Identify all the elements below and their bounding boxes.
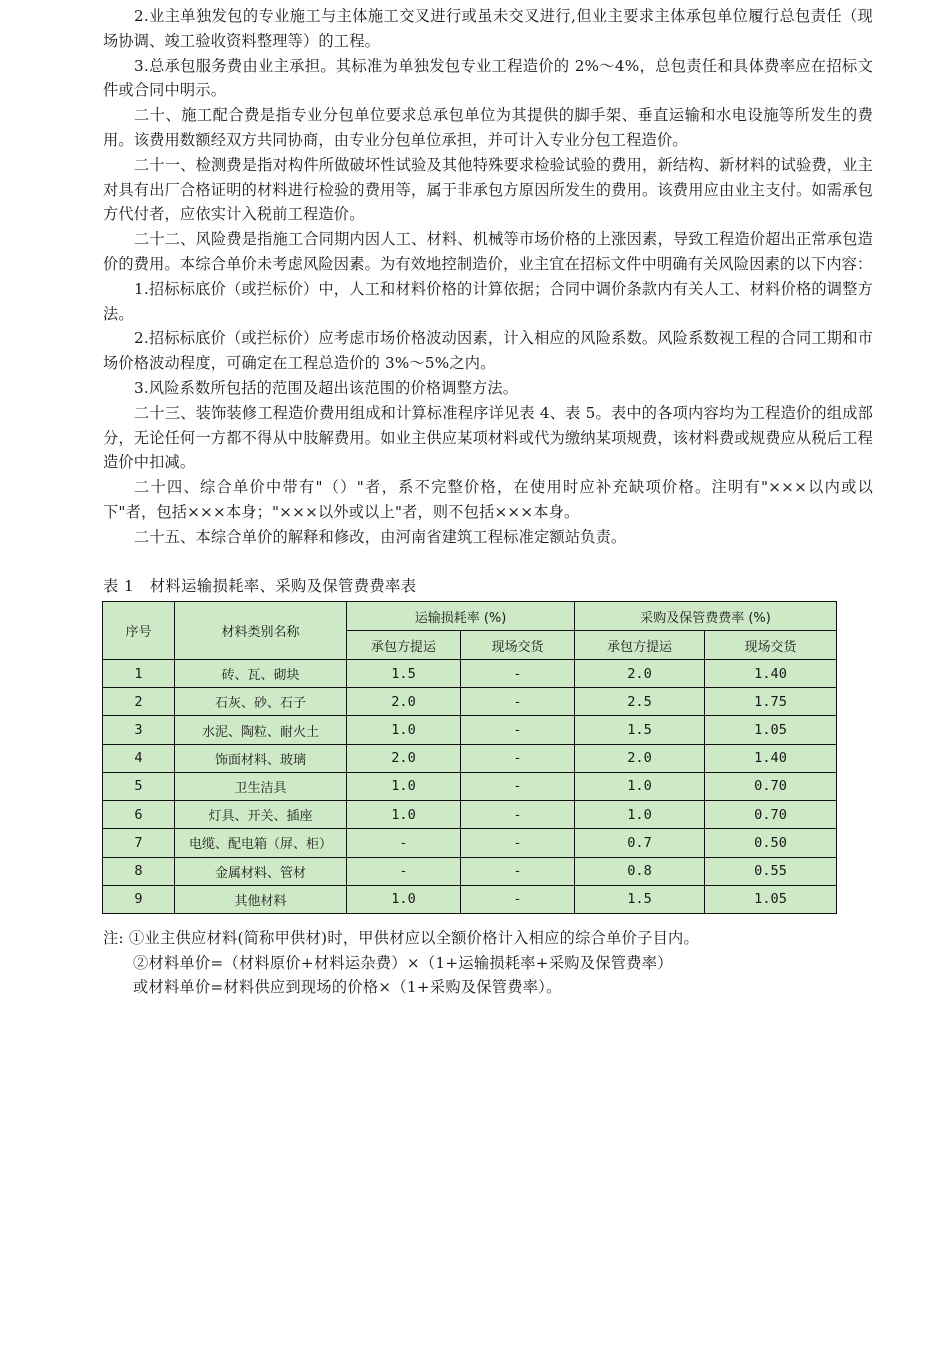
- note-line: ②材料单价=（材料原价+材料运杂费）×（1+运输损耗率+采购及保管费率）: [133, 953, 673, 972]
- cell-purchase-site: 1.40: [705, 660, 837, 688]
- cell-name: 电缆、配电箱（屏、柜）: [175, 829, 347, 857]
- cell-no: 1: [103, 660, 175, 688]
- header-name: 材料类别名称: [175, 602, 347, 660]
- material-rate-table: [102, 601, 836, 914]
- paragraph: 3.总承包服务费由业主承担。其标准为单独发包专业工程造价的 2%～4%，总包责任和具体费率应在招标文件或合同中明示。: [103, 56, 873, 100]
- cell-purchase-contractor: 0.8: [575, 857, 705, 885]
- cell-purchase-site: 0.55: [705, 857, 837, 885]
- header-purchase-site: 现场交货: [705, 631, 837, 660]
- cell-name: 水泥、陶粒、耐火土: [175, 716, 347, 744]
- cell-name: 石灰、砂、石子: [175, 688, 347, 716]
- paragraph: 二十一、检测费是指对构件所做破坏性试验及其他特殊要求检验试验的费用，新结构、新材料的试验费，业主对具有出厂合格证明的材料进行检验的费用等，属于非承包方原因所发生的费用。该费用应由业主支付。如需承包方代付者，应依实计入税前工程造价。: [103, 155, 873, 224]
- cell-no: 2: [103, 688, 175, 716]
- cell-loss-contractor: -: [347, 857, 461, 885]
- table-notes: [103, 926, 883, 1000]
- table-row: [103, 885, 837, 913]
- header-loss-contractor: 承包方提运: [347, 631, 461, 660]
- cell-purchase-site: 0.50: [705, 829, 837, 857]
- cell-name: 饰面材料、玻璃: [175, 744, 347, 772]
- paragraph: 二十四、综合单价中带有"（）"者，系不完整价格，在使用时应补充缺项价格。注明有"×××以内或以下"者，包括×××本身；"×××以外或以上"者，则不包括×××本身。: [103, 478, 873, 521]
- paragraph: 二十五、本综合单价的解释和修改，由河南省建筑工程标准定额站负责。: [134, 527, 627, 546]
- table-row: [103, 801, 837, 829]
- cell-no: 7: [103, 829, 175, 857]
- cell-loss-site: -: [461, 744, 575, 772]
- cell-loss-site: -: [461, 688, 575, 716]
- cell-no: 6: [103, 801, 175, 829]
- cell-loss-contractor: 1.5: [347, 660, 461, 688]
- cell-loss-site: -: [461, 885, 575, 913]
- note-line: 或材料单价=材料供应到现场的价格×（1+采购及保管费率）。: [133, 978, 562, 996]
- cell-loss-contractor: 1.0: [347, 772, 461, 800]
- table-row: [103, 857, 837, 885]
- paragraph: 1.招标标底价（或拦标价）中，人工和材料价格的计算依据；合同中调价条款内有关人工、材料价格的调整方法。: [103, 279, 873, 323]
- note-line: 注: ①业主供应材料(简称甲供材)时，甲供材应以全额价格计入相应的综合单价子目内。: [103, 929, 700, 947]
- cell-loss-site: -: [461, 772, 575, 800]
- table-row: [103, 688, 837, 716]
- paragraph: 二十三、装饰装修工程造价费用组成和计算标准程序详见表 4、表 5。表中的各项内容均为工程造价的组成部分，无论任何一方都不得从中肢解费用。如业主供应某项材料或代为缴纳某项规费，该材料费或规费应从税后工程造价中扣减。: [103, 403, 873, 472]
- cell-purchase-contractor: 2.0: [575, 744, 705, 772]
- cell-loss-site: -: [461, 801, 575, 829]
- paragraph: 3.风险系数所包括的范围及超出该范围的价格调整方法。: [134, 378, 519, 397]
- cell-name: 其他材料: [175, 885, 347, 913]
- cell-name: 金属材料、管材: [175, 857, 347, 885]
- cell-purchase-contractor: 1.0: [575, 801, 705, 829]
- header-loss-site: 现场交货: [461, 631, 575, 660]
- table-row: [103, 829, 837, 857]
- cell-purchase-site: 1.05: [705, 885, 837, 913]
- cell-purchase-site: 0.70: [705, 801, 837, 829]
- cell-purchase-site: 1.05: [705, 716, 837, 744]
- paragraph: 二十、施工配合费是指专业分包单位要求总承包单位为其提供的脚手架、垂直运输和水电设施等所发生的费用。该费用数额经双方共同协商，由专业分包单位承担，并可计入专业分包工程造价。: [103, 106, 873, 149]
- cell-purchase-site: 0.70: [705, 772, 837, 800]
- table-row: [103, 660, 837, 688]
- cell-purchase-contractor: 2.0: [575, 660, 705, 688]
- cell-purchase-contractor: 1.5: [575, 716, 705, 744]
- cell-name: 卫生洁具: [175, 772, 347, 800]
- cell-purchase-site: 1.75: [705, 688, 837, 716]
- cell-purchase-contractor: 2.5: [575, 688, 705, 716]
- header-no: 序号: [103, 602, 175, 660]
- cell-loss-contractor: 1.0: [347, 801, 461, 829]
- paragraph: 二十二、风险费是指施工合同期内因人工、材料、机械等市场价格的上涨因素，导致工程造价超出正常承包造价的费用。本综合单价未考虑风险因素。为有效地控制造价，业主宜在招标文件中明确有关风险因素的以下内容：: [103, 230, 873, 273]
- header-loss: 运输损耗率 (%): [347, 602, 575, 631]
- body-text: [103, 4, 873, 550]
- table-row: [103, 744, 837, 772]
- cell-purchase-contractor: 0.7: [575, 829, 705, 857]
- header-purchase: 采购及保管费费率 (%): [575, 602, 837, 631]
- cell-loss-site: -: [461, 829, 575, 857]
- table-caption: 表 1 材料运输损耗率、采购及保管费费率表: [103, 577, 417, 595]
- cell-no: 5: [103, 772, 175, 800]
- cell-loss-contractor: 2.0: [347, 688, 461, 716]
- cell-loss-site: -: [461, 660, 575, 688]
- table-row: [103, 716, 837, 744]
- paragraph: 2.业主单独发包的专业施工与主体施工交叉进行或虽未交叉进行,但业主要求主体承包单位履行总包责任（现场协调、竣工验收资料整理等）的工程。: [103, 7, 873, 50]
- cell-loss-site: -: [461, 857, 575, 885]
- cell-purchase-contractor: 1.5: [575, 885, 705, 913]
- cell-name: 灯具、开关、插座: [175, 801, 347, 829]
- cell-loss-contractor: 2.0: [347, 744, 461, 772]
- cell-name: 砖、瓦、砌块: [175, 660, 347, 688]
- cell-no: 8: [103, 857, 175, 885]
- cell-loss-contractor: -: [347, 829, 461, 857]
- paragraph: 2.招标标底价（或拦标价）应考虑市场价格波动因素，计入相应的风险系数。风险系数视工程的合同工期和市场价格波动程度，可确定在工程总造价的 3%～5%之内。: [103, 329, 873, 373]
- cell-no: 4: [103, 744, 175, 772]
- cell-no: 3: [103, 716, 175, 744]
- cell-loss-contractor: 1.0: [347, 716, 461, 744]
- cell-purchase-site: 1.40: [705, 744, 837, 772]
- cell-no: 9: [103, 885, 175, 913]
- cell-purchase-contractor: 1.0: [575, 772, 705, 800]
- cell-loss-contractor: 1.0: [347, 885, 461, 913]
- header-purchase-contractor: 承包方提运: [575, 631, 705, 660]
- table-row: [103, 772, 837, 800]
- cell-loss-site: -: [461, 716, 575, 744]
